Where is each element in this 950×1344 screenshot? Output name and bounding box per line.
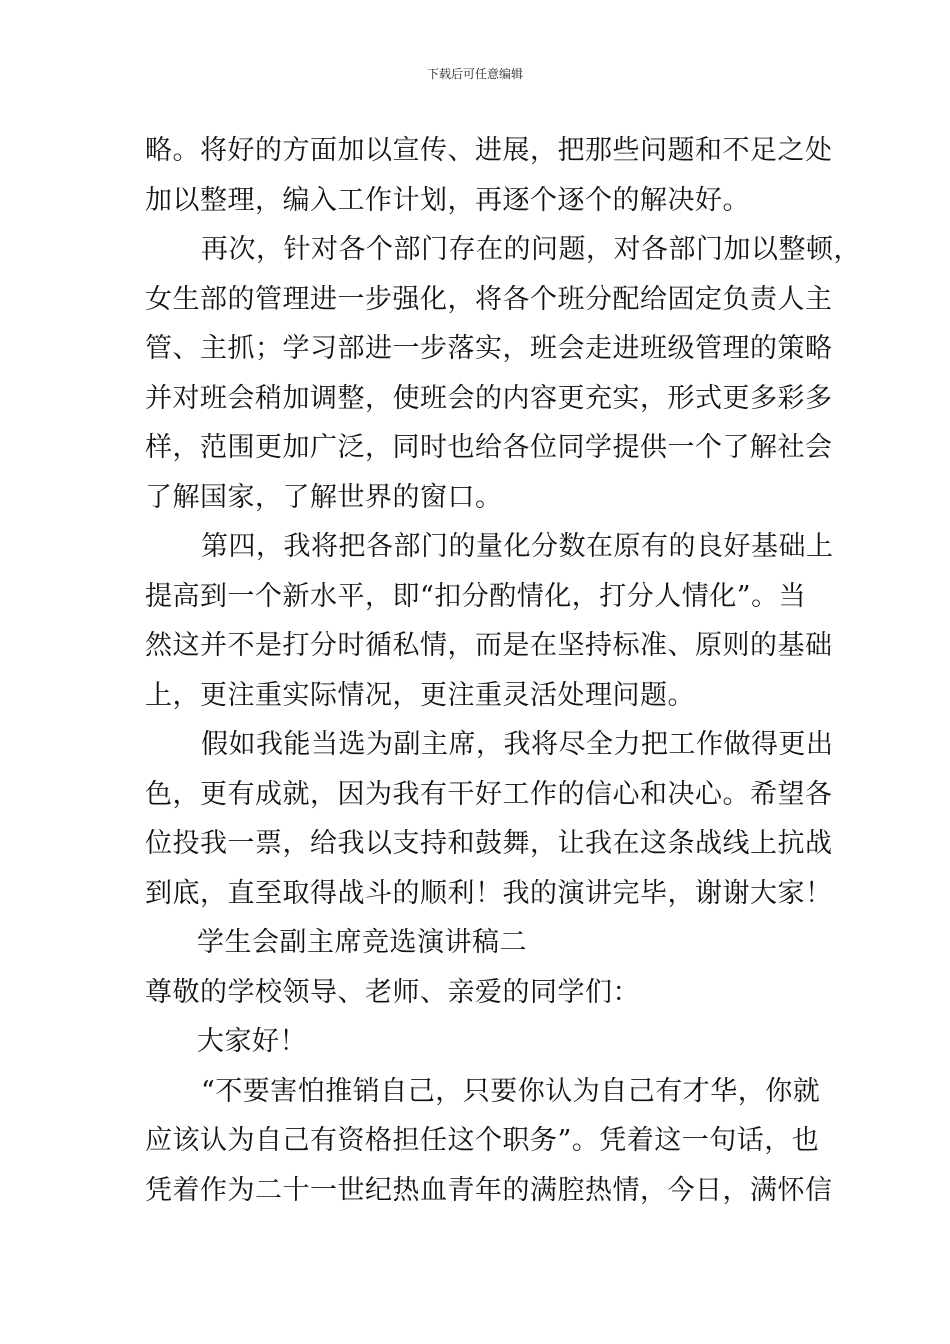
text-line: 管、主抓；学习部进一步落实，班会走进班级管理的策略 [145, 333, 833, 364]
greeting: 大家好！ [197, 1026, 307, 1057]
text-line: 位投我一票，给我以支持和鼓舞，让我在这条战线上抗战 [145, 828, 833, 859]
section-heading: 学生会副主席竞选演讲稿二 [197, 927, 527, 958]
text-line: 凭着作为二十一世纪热血青年的满腔热情，今日，满怀信 [145, 1174, 833, 1206]
text-line: 样，范围更加广泛，同时也给各位同学提供一个了解社会 [145, 432, 833, 463]
text-line: “不要害怕推销自己，只要你认为自己有才华，你就 [201, 1075, 821, 1107]
text-line: 第四，我将把各部门的量化分数在原有的良好基础上 [201, 531, 834, 562]
text-line: 假如我能当选为副主席，我将尽全力把工作做得更出 [201, 729, 834, 760]
text-line: 略。将好的方面加以宣传、进展，把那些问题和不足之处 [145, 135, 833, 166]
text-line: 应该认为自己有资格担任这个职务”。凭着这一句话，也 [145, 1125, 820, 1156]
text-line: 提高到一个新水平，即“扣分酌情化，打分人情化”。当 [145, 580, 807, 612]
header-note: 下载后可任意编辑 [426, 67, 523, 81]
text-line: 色，更有成就，因为我有干好工作的信心和决心。希望各 [145, 778, 833, 810]
text-line: 到底，直至取得战斗的顺利！我的演讲完毕，谢谢大家！ [145, 877, 833, 909]
document-body [145, 126, 861, 1215]
text-line: 加以整理，编入工作计划，再逐个逐个的解决好。 [145, 184, 750, 216]
salutation: 尊敬的学校领导、老师、亲爱的同学们： [145, 976, 640, 1008]
text-line: 然这并不是打分时循私情，而是在坚持标准、原则的基础 [145, 630, 833, 661]
text-line: 并对班会稍加调整，使班会的内容更充实，形式更多彩多 [145, 382, 833, 414]
text-line: 女生部的管理进一步强化，将各个班分配给固定负责人主 [145, 283, 833, 315]
text-line: 再次，针对各个部门存在的问题，对各部门加以整顿， [201, 234, 861, 265]
text-line: 了解国家，了解世界的窗口。 [145, 481, 503, 513]
text-line: 上，更注重实际情况，更注重灵活处理问题。 [145, 679, 695, 711]
